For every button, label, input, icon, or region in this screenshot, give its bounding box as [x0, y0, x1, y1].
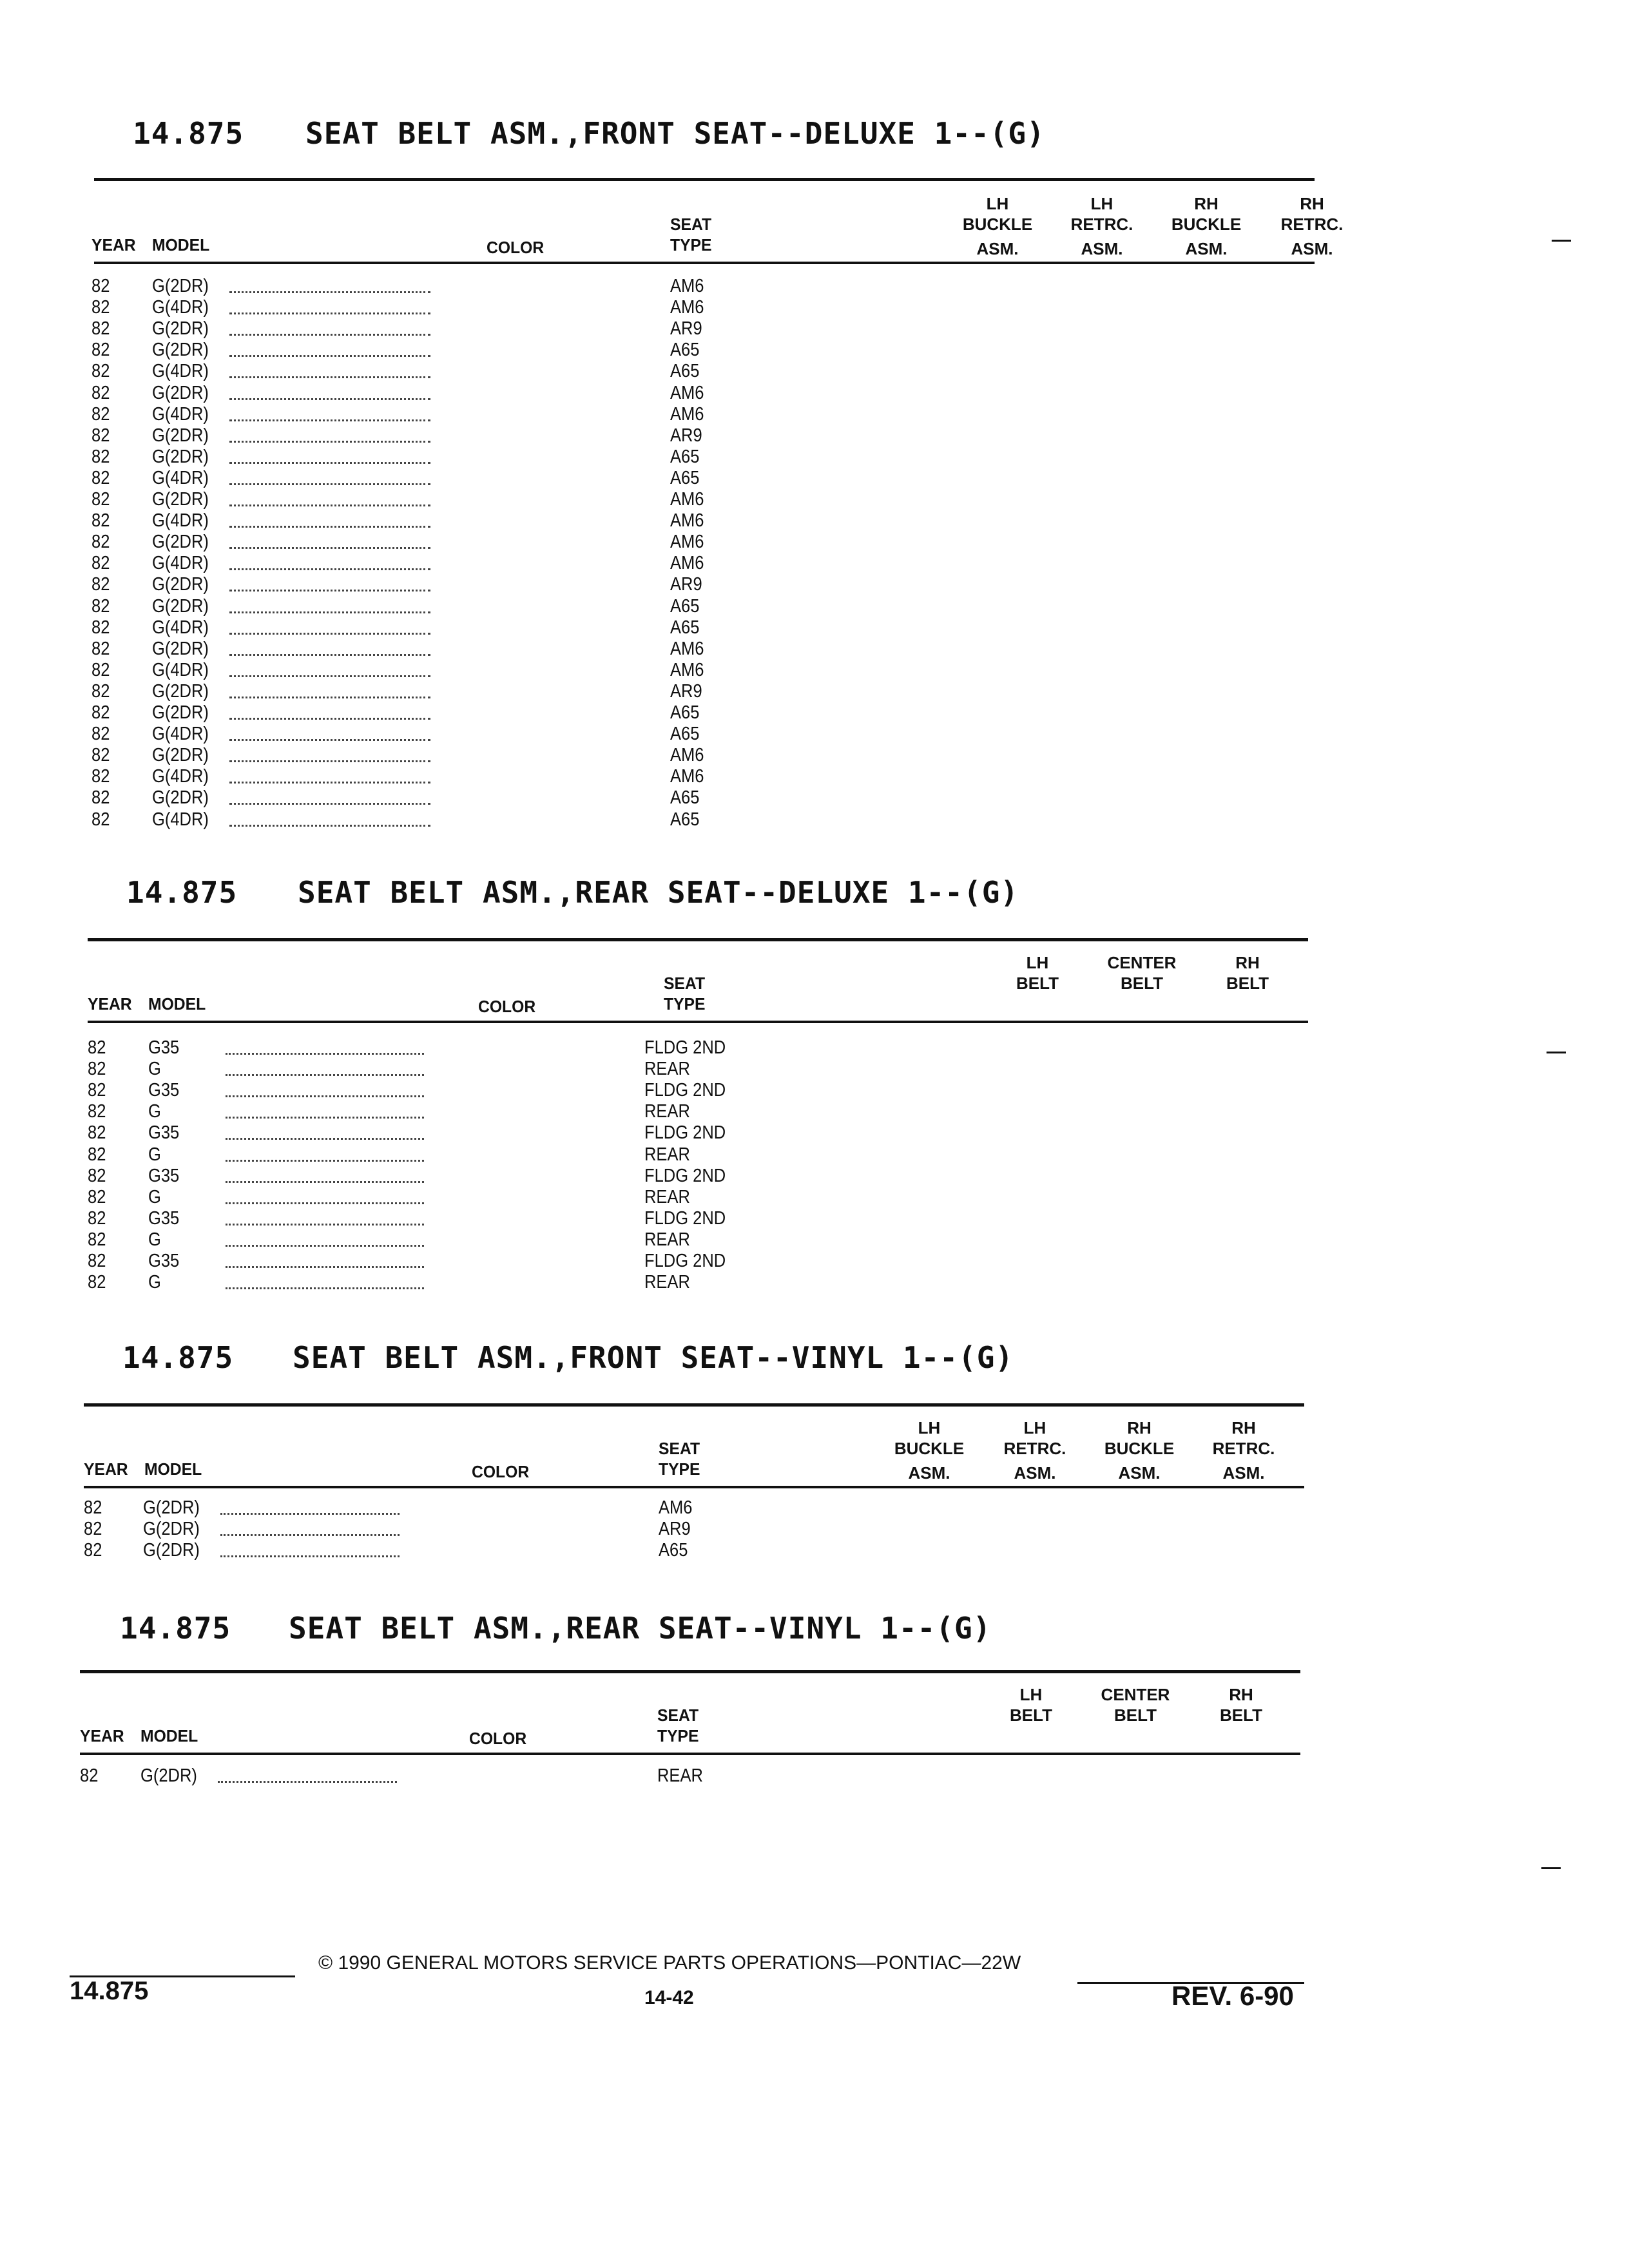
- year-cell: 82: [92, 404, 110, 425]
- part-column-header: ASM.: [1291, 239, 1333, 258]
- seat-type-cell: A65: [670, 724, 700, 744]
- part-column-header: RH: [1231, 1418, 1256, 1437]
- part-column-header: ASM.: [1185, 239, 1228, 258]
- year-cell: 82: [92, 617, 110, 638]
- seat-type-cell: REAR: [644, 1144, 690, 1165]
- part-column-header: BELT: [1016, 974, 1059, 993]
- year-cell: 82: [88, 1166, 106, 1186]
- dot-leader: [226, 1053, 424, 1055]
- part-column-header: LH: [1019, 1685, 1043, 1704]
- year-cell: 82: [84, 1497, 102, 1518]
- seat-type-header: TYPE: [664, 994, 706, 1014]
- model-cell: G(4DR): [152, 617, 209, 638]
- year-cell: 82: [92, 425, 110, 446]
- seat-type-cell: AM6: [670, 489, 704, 510]
- seat-type-cell: AR9: [670, 425, 702, 446]
- model-cell: G35: [148, 1208, 180, 1229]
- section-top-rule: [84, 1403, 1304, 1407]
- model-cell: G(2DR): [152, 447, 209, 467]
- header-bottom-rule: [94, 262, 1315, 264]
- dot-leader: [229, 462, 430, 464]
- dot-leader: [229, 355, 430, 357]
- section-top-rule: [80, 1670, 1300, 1673]
- part-column-header: RH: [1194, 194, 1219, 213]
- section-number: 14.875: [126, 875, 238, 910]
- part-column-header: ASM.: [908, 1463, 950, 1483]
- footer-section-number: 14.875: [70, 1977, 149, 2005]
- dot-leader: [226, 1245, 424, 1247]
- model-cell: G35: [148, 1037, 180, 1058]
- seat-type-header: TYPE: [657, 1726, 699, 1745]
- part-column-header: LH: [1023, 1418, 1046, 1437]
- header-bottom-rule: [88, 1021, 1308, 1023]
- dot-leader: [229, 611, 430, 613]
- model-cell: G(4DR): [152, 297, 209, 318]
- color-header: COLOR: [472, 1462, 530, 1481]
- part-column-header: RETRC.: [1003, 1439, 1066, 1458]
- seat-type-cell: AM6: [670, 745, 704, 765]
- part-column-header: BUCKLE: [962, 215, 1033, 234]
- year-cell: 82: [92, 489, 110, 510]
- year-cell: 82: [92, 596, 110, 617]
- seat-type-cell: AM6: [670, 510, 704, 531]
- year-cell: 82: [92, 660, 110, 680]
- year-cell: 82: [92, 745, 110, 765]
- part-column-header: BUCKLE: [1171, 215, 1242, 234]
- model-cell: G(4DR): [152, 553, 209, 573]
- section-title: SEAT BELT ASM.,FRONT SEAT--VINYL 1--(G): [293, 1340, 1014, 1375]
- model-cell: G(2DR): [143, 1540, 200, 1561]
- part-column-header: BELT: [1010, 1706, 1052, 1725]
- color-header: COLOR: [487, 238, 545, 257]
- dot-leader: [229, 633, 430, 635]
- year-cell: 82: [92, 361, 110, 381]
- dot-leader: [229, 291, 430, 293]
- seat-type-cell: FLDG 2ND: [644, 1166, 726, 1186]
- seat-type-cell: FLDG 2ND: [644, 1251, 726, 1271]
- dot-leader: [226, 1095, 424, 1097]
- margin-mark: [1547, 1052, 1566, 1053]
- year-cell: 82: [88, 1122, 106, 1143]
- model-cell: G(2DR): [152, 383, 209, 403]
- model-cell: G: [148, 1059, 161, 1079]
- dot-leader: [226, 1266, 424, 1268]
- year-cell: 82: [92, 553, 110, 573]
- year-cell: 82: [92, 809, 110, 830]
- seat-type-cell: AR9: [670, 574, 702, 595]
- seat-type-cell: REAR: [644, 1101, 690, 1122]
- dot-leader: [229, 376, 430, 378]
- year-cell: 82: [92, 340, 110, 360]
- seat-type-header: SEAT: [664, 974, 706, 993]
- year-cell: 82: [84, 1519, 102, 1539]
- model-cell: G(2DR): [152, 702, 209, 723]
- dot-leader: [229, 718, 430, 720]
- dot-leader: [229, 419, 430, 421]
- year-cell: 82: [88, 1208, 106, 1229]
- margin-mark: [1541, 1867, 1561, 1869]
- seat-type-cell: REAR: [644, 1272, 690, 1293]
- part-column-header: LH: [1090, 194, 1113, 213]
- section-title: SEAT BELT ASM.,REAR SEAT--DELUXE 1--(G): [298, 875, 1019, 910]
- dot-leader: [218, 1781, 397, 1783]
- year-cell: 82: [92, 532, 110, 552]
- model-cell: G(4DR): [152, 468, 209, 488]
- model-cell: G(2DR): [152, 681, 209, 702]
- section-number: 14.875: [122, 1340, 234, 1375]
- part-column-header: CENTER: [1107, 953, 1177, 972]
- color-header: COLOR: [469, 1729, 527, 1748]
- model-cell: G(2DR): [152, 532, 209, 552]
- year-cell: 82: [88, 1101, 106, 1122]
- seat-type-cell: A65: [670, 702, 700, 723]
- part-column-header: RH: [1127, 1418, 1152, 1437]
- dot-leader: [229, 803, 430, 805]
- dot-leader: [229, 547, 430, 549]
- header-bottom-rule: [84, 1486, 1304, 1488]
- part-column-header: ASM.: [1118, 1463, 1161, 1483]
- model-cell: G(2DR): [143, 1497, 200, 1518]
- dot-leader: [229, 739, 430, 741]
- dot-leader: [226, 1287, 424, 1289]
- model-cell: G(2DR): [152, 787, 209, 808]
- model-cell: G(2DR): [152, 596, 209, 617]
- seat-type-cell: AM6: [670, 383, 704, 403]
- seat-type-cell: AM6: [670, 766, 704, 787]
- year-cell: 82: [92, 702, 110, 723]
- dot-leader: [229, 675, 430, 677]
- section-title: SEAT BELT ASM.,REAR SEAT--VINYL 1--(G): [289, 1611, 992, 1646]
- seat-type-cell: A65: [670, 468, 700, 488]
- seat-type-cell: REAR: [644, 1059, 690, 1079]
- seat-type-cell: A65: [670, 617, 700, 638]
- model-header: MODEL: [140, 1726, 198, 1745]
- model-cell: G: [148, 1272, 161, 1293]
- page-number: 14-42: [644, 1987, 694, 2008]
- seat-type-cell: FLDG 2ND: [644, 1122, 726, 1143]
- dot-leader: [226, 1160, 424, 1162]
- seat-type-cell: AR9: [670, 681, 702, 702]
- revision-date: REV. 6-90: [1171, 1981, 1294, 2011]
- year-cell: 82: [92, 468, 110, 488]
- seat-type-cell: AR9: [670, 318, 702, 339]
- model-cell: G(2DR): [143, 1519, 200, 1539]
- part-column-header: RH: [1300, 194, 1324, 213]
- model-cell: G(2DR): [140, 1765, 197, 1786]
- margin-mark: [1552, 240, 1571, 242]
- part-column-header: BUCKLE: [894, 1439, 965, 1458]
- year-cell: 82: [80, 1765, 99, 1786]
- model-cell: G(2DR): [152, 318, 209, 339]
- part-column-header: LH: [1026, 953, 1049, 972]
- dot-leader: [229, 697, 430, 698]
- dot-leader: [226, 1117, 424, 1119]
- model-cell: G: [148, 1101, 161, 1122]
- dot-leader: [229, 334, 430, 336]
- seat-type-cell: A65: [670, 596, 700, 617]
- model-cell: G(4DR): [152, 724, 209, 744]
- part-column-header: LH: [986, 194, 1009, 213]
- seat-type-cell: A65: [670, 787, 700, 808]
- section-number: 14.875: [120, 1611, 231, 1646]
- color-header: COLOR: [478, 997, 536, 1016]
- model-cell: G(2DR): [152, 425, 209, 446]
- year-cell: 82: [92, 681, 110, 702]
- seat-type-cell: A65: [670, 340, 700, 360]
- seat-type-cell: REAR: [657, 1765, 703, 1786]
- year-cell: 82: [84, 1540, 102, 1561]
- model-cell: G: [148, 1229, 161, 1250]
- part-column-header: RETRC.: [1212, 1439, 1275, 1458]
- seat-type-cell: REAR: [644, 1187, 690, 1207]
- year-header: YEAR: [92, 235, 136, 255]
- seat-type-cell: A65: [670, 447, 700, 467]
- seat-type-cell: AM6: [659, 1497, 693, 1518]
- model-cell: G(4DR): [152, 766, 209, 787]
- dot-leader: [220, 1555, 400, 1557]
- seat-type-cell: AM6: [670, 276, 704, 296]
- model-cell: G(2DR): [152, 639, 209, 659]
- seat-type-cell: AM6: [670, 660, 704, 680]
- dot-leader: [229, 483, 430, 485]
- year-cell: 82: [92, 510, 110, 531]
- year-cell: 82: [88, 1144, 106, 1165]
- dot-leader: [226, 1074, 424, 1076]
- model-header: MODEL: [152, 235, 210, 255]
- model-cell: G: [148, 1144, 161, 1165]
- part-column-header: RETRC.: [1070, 215, 1133, 234]
- dot-leader: [226, 1138, 424, 1140]
- section-title: SEAT BELT ASM.,FRONT SEAT--DELUXE 1--(G): [305, 116, 1045, 151]
- part-column-header: RETRC.: [1280, 215, 1344, 234]
- year-cell: 82: [88, 1080, 106, 1100]
- model-cell: G(4DR): [152, 404, 209, 425]
- year-cell: 82: [88, 1229, 106, 1250]
- year-cell: 82: [88, 1251, 106, 1271]
- year-cell: 82: [92, 276, 110, 296]
- dot-leader: [229, 505, 430, 506]
- year-cell: 82: [92, 787, 110, 808]
- model-header: MODEL: [144, 1459, 202, 1479]
- part-column-header: ASM.: [1081, 239, 1123, 258]
- model-cell: G(2DR): [152, 574, 209, 595]
- dot-leader: [220, 1534, 400, 1536]
- dot-leader: [220, 1513, 400, 1515]
- seat-type-header: TYPE: [659, 1459, 700, 1479]
- part-column-header: BELT: [1121, 974, 1163, 993]
- seat-type-cell: REAR: [644, 1229, 690, 1250]
- model-cell: G(4DR): [152, 510, 209, 531]
- part-column-header: ASM.: [1222, 1463, 1265, 1483]
- seat-type-cell: AR9: [659, 1519, 691, 1539]
- seat-type-cell: AM6: [670, 639, 704, 659]
- dot-leader: [229, 590, 430, 591]
- part-column-header: RH: [1235, 953, 1260, 972]
- year-cell: 82: [88, 1059, 106, 1079]
- model-cell: G(4DR): [152, 660, 209, 680]
- year-cell: 82: [88, 1037, 106, 1058]
- seat-type-cell: A65: [670, 361, 700, 381]
- model-cell: G(4DR): [152, 809, 209, 830]
- dot-leader: [226, 1181, 424, 1183]
- dot-leader: [229, 312, 430, 314]
- year-cell: 82: [92, 318, 110, 339]
- model-cell: G35: [148, 1122, 180, 1143]
- part-column-header: BELT: [1226, 974, 1269, 993]
- model-cell: G(2DR): [152, 745, 209, 765]
- section-top-rule: [88, 938, 1308, 941]
- dot-leader: [229, 441, 430, 443]
- model-cell: G: [148, 1187, 161, 1207]
- section-number: 14.875: [133, 116, 244, 151]
- year-header: YEAR: [80, 1726, 124, 1745]
- seat-type-cell: FLDG 2ND: [644, 1208, 726, 1229]
- year-header: YEAR: [88, 994, 132, 1014]
- part-column-header: LH: [918, 1418, 941, 1437]
- year-cell: 82: [88, 1187, 106, 1207]
- dot-leader: [229, 526, 430, 528]
- dot-leader: [229, 654, 430, 656]
- part-column-header: CENTER: [1101, 1685, 1170, 1704]
- seat-type-header: SEAT: [659, 1439, 700, 1458]
- seat-type-cell: AM6: [670, 553, 704, 573]
- seat-type-cell: FLDG 2ND: [644, 1037, 726, 1058]
- seat-type-cell: AM6: [670, 532, 704, 552]
- part-column-header: ASM.: [1014, 1463, 1056, 1483]
- model-cell: G35: [148, 1251, 180, 1271]
- seat-type-cell: AM6: [670, 297, 704, 318]
- dot-leader: [229, 568, 430, 570]
- year-cell: 82: [92, 639, 110, 659]
- section-top-rule: [94, 178, 1315, 181]
- year-cell: 82: [92, 574, 110, 595]
- dot-leader: [229, 398, 430, 400]
- part-column-header: BELT: [1114, 1706, 1157, 1725]
- year-cell: 82: [92, 447, 110, 467]
- copyright-text: © 1990 GENERAL MOTORS SERVICE PARTS OPERATIONS—PONTIAC—22W: [318, 1952, 1021, 1974]
- year-cell: 82: [92, 383, 110, 403]
- year-cell: 82: [92, 766, 110, 787]
- seat-type-header: SEAT: [670, 215, 712, 234]
- header-bottom-rule: [80, 1753, 1300, 1755]
- part-column-header: BUCKLE: [1104, 1439, 1175, 1458]
- seat-type-cell: A65: [670, 809, 700, 830]
- model-cell: G(2DR): [152, 489, 209, 510]
- year-cell: 82: [88, 1272, 106, 1293]
- model-cell: G(2DR): [152, 276, 209, 296]
- part-column-header: ASM.: [976, 239, 1019, 258]
- year-cell: 82: [92, 297, 110, 318]
- dot-leader: [229, 782, 430, 783]
- year-cell: 82: [92, 724, 110, 744]
- model-cell: G(4DR): [152, 361, 209, 381]
- dot-leader: [229, 825, 430, 827]
- model-cell: G(2DR): [152, 340, 209, 360]
- model-cell: G35: [148, 1080, 180, 1100]
- seat-type-cell: FLDG 2ND: [644, 1080, 726, 1100]
- dot-leader: [226, 1224, 424, 1225]
- seat-type-cell: A65: [659, 1540, 688, 1561]
- model-cell: G35: [148, 1166, 180, 1186]
- seat-type-cell: AM6: [670, 404, 704, 425]
- seat-type-header: TYPE: [670, 235, 712, 255]
- seat-type-header: SEAT: [657, 1706, 699, 1725]
- part-column-header: RH: [1229, 1685, 1253, 1704]
- dot-leader: [226, 1202, 424, 1204]
- year-header: YEAR: [84, 1459, 128, 1479]
- model-header: MODEL: [148, 994, 206, 1014]
- part-column-header: BELT: [1220, 1706, 1262, 1725]
- dot-leader: [229, 760, 430, 762]
